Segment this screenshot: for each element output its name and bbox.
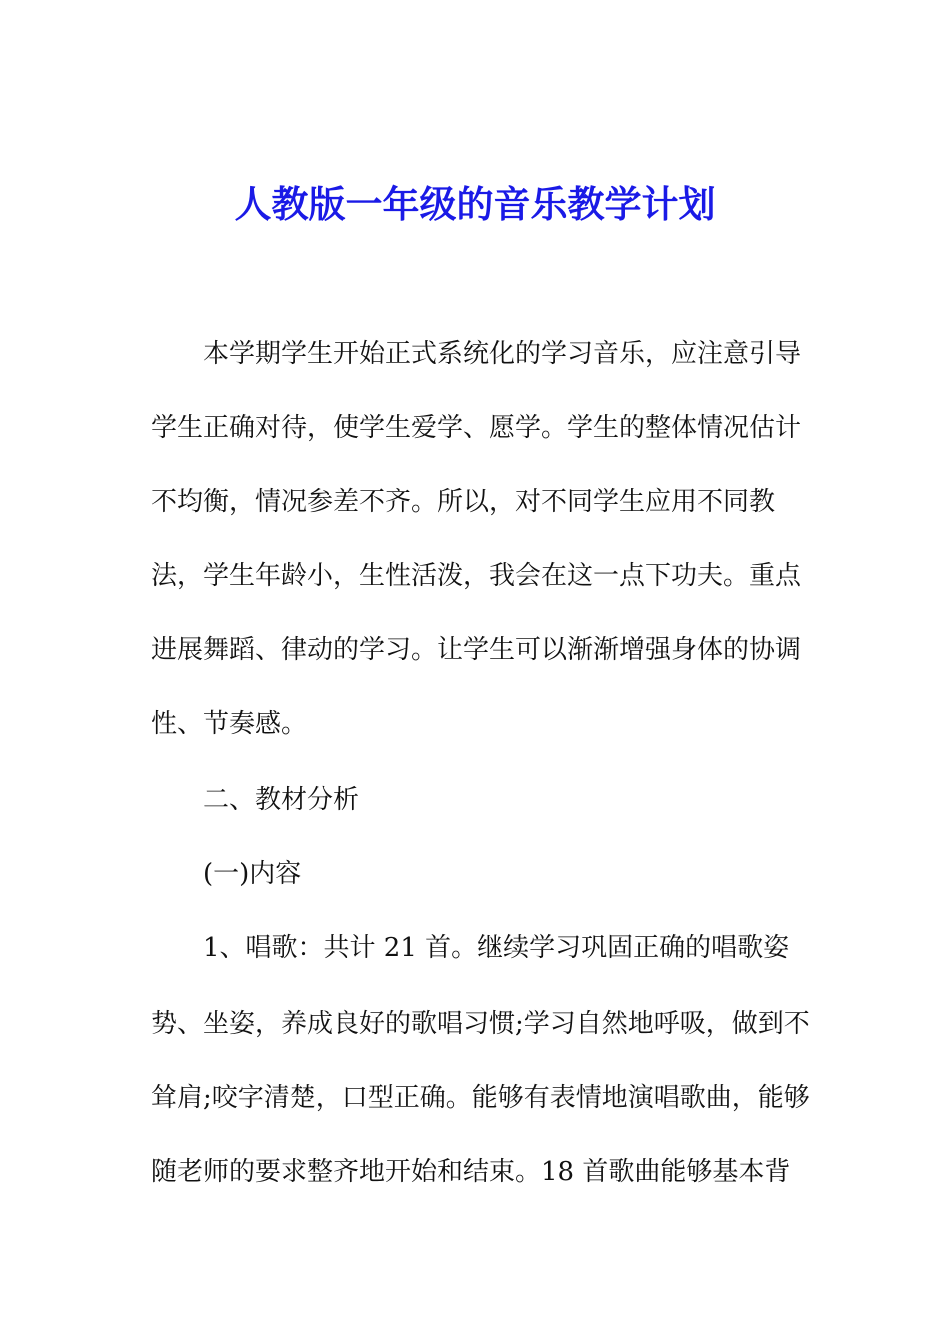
- paragraph-line: 进展舞蹈、律动的学习。让学生可以渐渐增强身体的协调: [151, 635, 802, 665]
- section-heading: 二、教材分析: [203, 785, 360, 815]
- paragraph-line: 法，学生年龄小，生性活泼，我会在这一点下功夫。重点: [151, 561, 802, 591]
- paragraph-line: 随老师的要求整齐地开始和结束。18 首歌曲能够基本背: [151, 1157, 791, 1187]
- paragraph-line: 不均衡，情况参差不齐。所以，对不同学生应用不同教: [151, 487, 776, 517]
- subsection-heading: (一)内容: [203, 859, 302, 889]
- paragraph-line: 学生正确对待，使学生爱学、愿学。学生的整体情况估计: [151, 413, 802, 443]
- paragraph-line: 势、坐姿，养成良好的歌唱习惯;学习自然地呼吸，做到不: [151, 1009, 810, 1039]
- paragraph-line: 本学期学生开始正式系统化的学习音乐，应注意引导: [203, 339, 802, 369]
- paragraph-line: 耸肩;咬字清楚，口型正确。能够有表情地演唱歌曲，能够: [151, 1083, 810, 1113]
- paragraph-line: 性、节奏感。: [151, 709, 308, 739]
- paragraph-line: 1、唱歌：共计 21 首。继续学习巩固正确的唱歌姿: [203, 933, 790, 963]
- document-title: 人教版一年级的音乐教学计划: [234, 182, 716, 226]
